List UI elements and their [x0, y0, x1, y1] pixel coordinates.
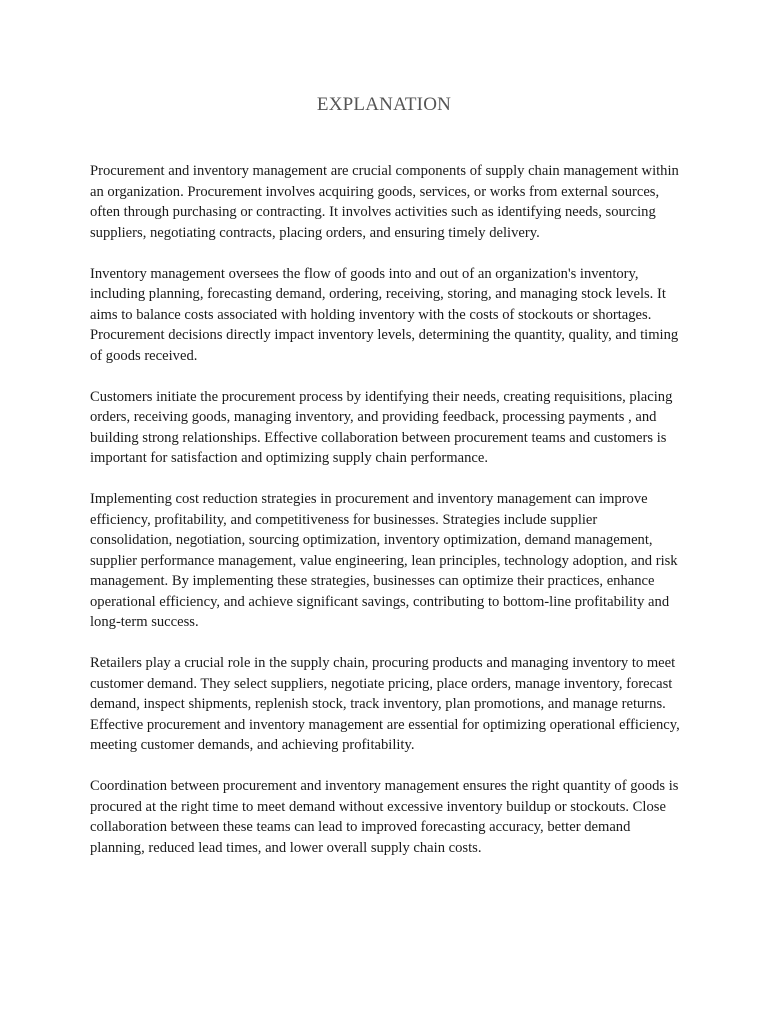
- paragraph-procurement-overview: Procurement and inventory management are crucial components of supply chain management within an organization. Procurement involves acquiring goods, services, or works from external sources, often through purchasing or contracting. It involves activities such as identifying needs, sourcing suppliers, negotiating contracts, placing orders, and ensuring timely delivery.: [90, 163, 679, 241]
- paragraph-retailers: Retailers play a crucial role in the supply chain, procuring products and managing inventory to meet customer demand. They select suppliers, negotiate pricing, place orders, manage inventory, forecast demand, inspect shipments, replenish stock, track inventory, plan promotions, and manage returns. Effective procurement and inventory management are essential for optimizing operational efficiency, meeting customer demands, and achieving profitability.: [90, 655, 680, 753]
- paragraph-inventory-management: Inventory management oversees the flow of goods into and out of an organization's inventory, including planning, forecasting demand, ordering, receiving, storing, and managing stock levels. It aims to balance costs associated with holding inventory with the costs of stockouts or shortages. Procurement decisions directly impact inventory levels, determining the quantity, quality, and timing of goods received.: [90, 265, 679, 364]
- paragraph-coordination: Coordination between procurement and inventory management ensures the right quantity of goods is procured at the right time to meet demand without excessive inventory buildup or stockouts. Close collaboration between these teams can lead to improved forecasting accuracy, better demand planning, reduced lead times, and lower overall supply chain costs.: [90, 778, 679, 856]
- page-title: EXPLANATION: [316, 94, 452, 115]
- paragraph-customers: Customers initiate the procurement process by identifying their needs, creating requisitions, placing orders, receiving goods, managing inventory, and providing feedback, processing payments , and building strong relationships. Effective collaboration between procurement teams and customers is important for satisfaction and optimizing supply chain performance.: [90, 388, 673, 466]
- paragraph-cost-reduction: Implementing cost reduction strategies in procurement and inventory management can improve efficiency, profitability, and competitiveness for businesses. Strategies include supplier consolidation, negotiation, sourcing optimization, inventory optimization, demand management, supplier performance management, value engineering, lean principles, technology adoption, and risk management. By implementing these strategies, businesses can optimize their practices, enhance operational efficiency, and achieve significant savings, contributing to bottom-line profitability and long-term success.: [90, 491, 678, 630]
- document-body: [90, 161, 682, 879]
